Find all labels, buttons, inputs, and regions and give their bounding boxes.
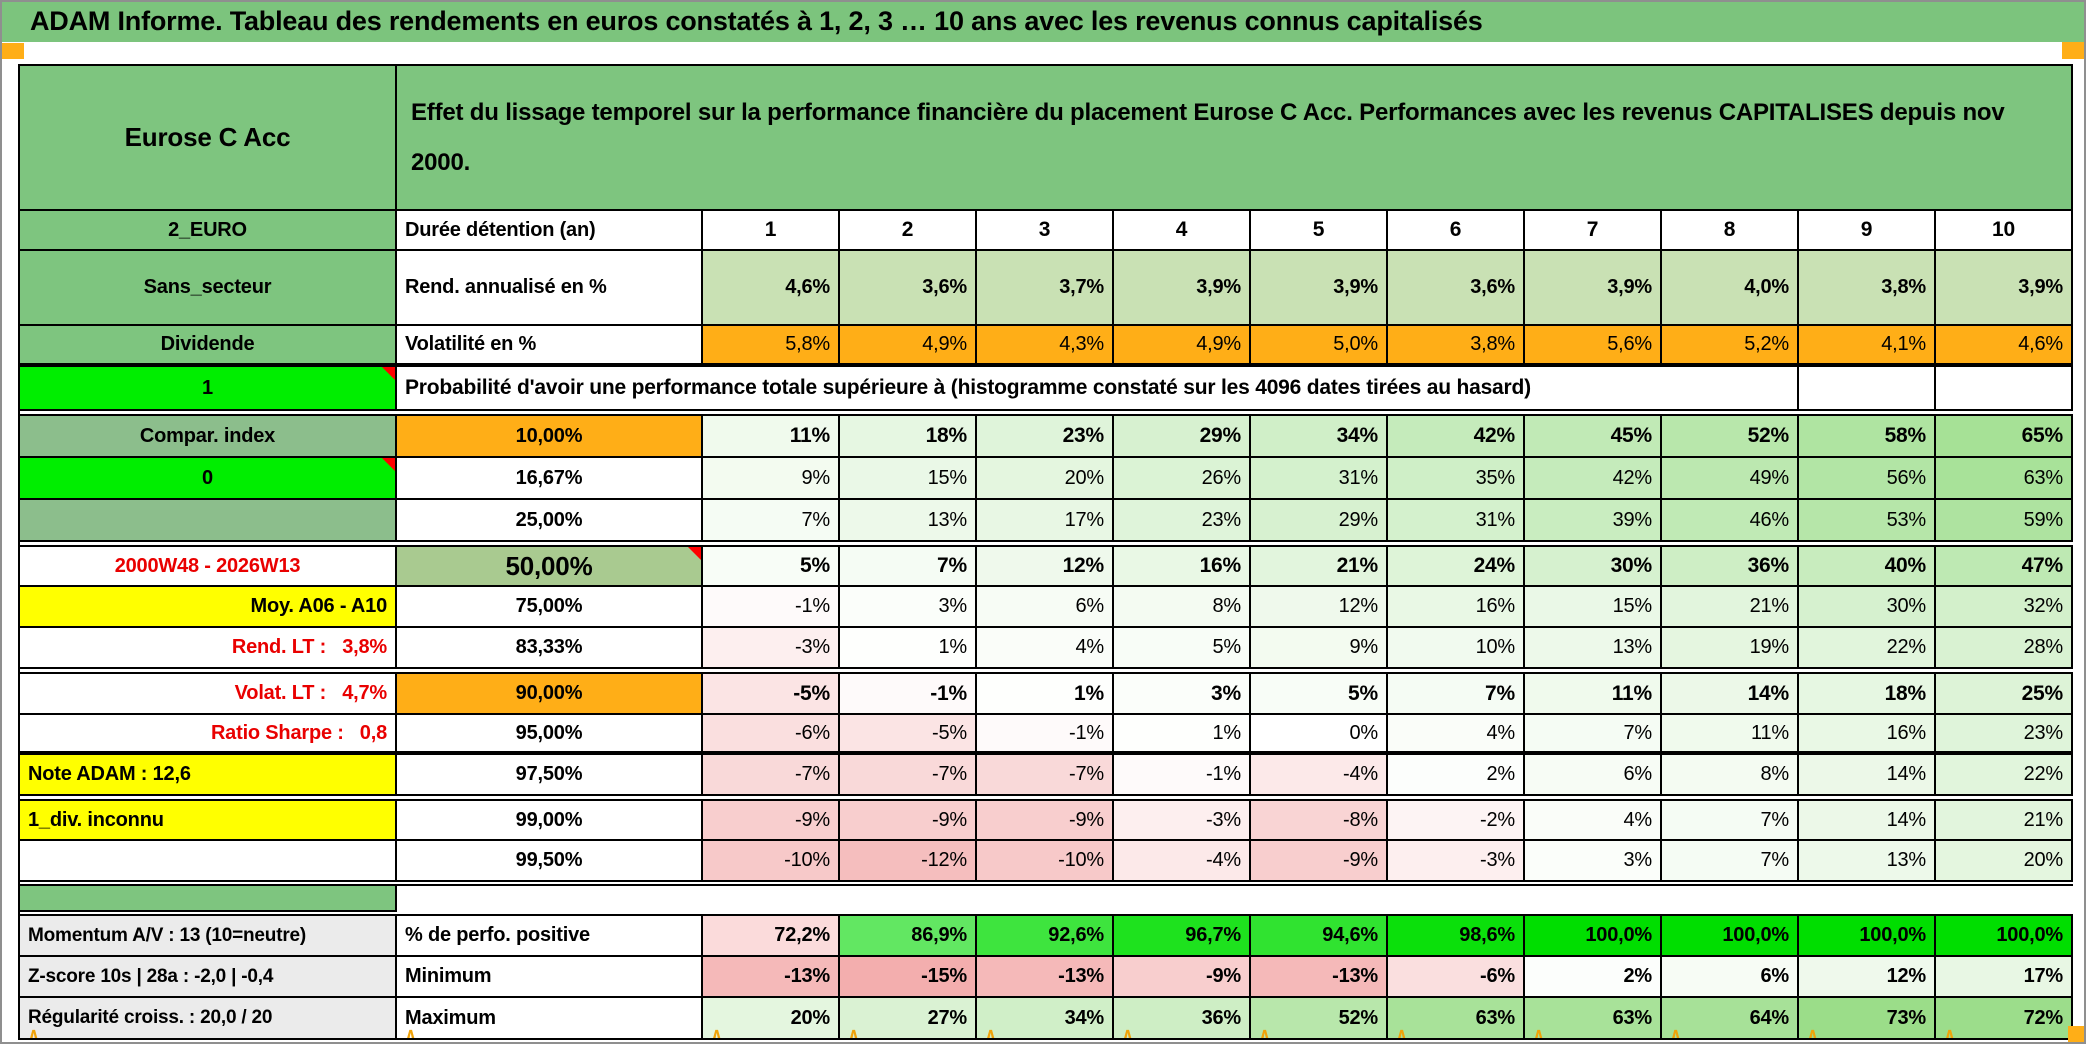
label-empty-white[interactable] — [20, 841, 397, 882]
cell-volat-9[interactable]: 4,1% — [1799, 326, 1936, 367]
duration-label-cell[interactable]: Durée détention (an) — [397, 211, 703, 251]
duration-year-6[interactable]: 6 — [1388, 211, 1525, 251]
percentile-label-2[interactable]: 25,00% — [397, 500, 703, 542]
cell-p1-8[interactable]: 49% — [1662, 458, 1799, 500]
cell-p0-1[interactable]: 11% — [703, 416, 840, 458]
cell-p10-3[interactable]: -10% — [977, 841, 1114, 882]
cell-rend-3[interactable]: 3,7% — [977, 251, 1114, 326]
minimum-label-cell[interactable]: Minimum — [397, 957, 703, 998]
cell-p9-4[interactable]: -3% — [1114, 801, 1251, 841]
label-compar-index[interactable]: Compar. index — [20, 416, 397, 458]
cell-min-8[interactable]: 6% — [1662, 957, 1799, 998]
cell-p2-3[interactable]: 17% — [977, 500, 1114, 542]
cell-p4-9[interactable]: 30% — [1799, 587, 1936, 628]
cell-p1-4[interactable]: 26% — [1114, 458, 1251, 500]
cell-min-10[interactable]: 17% — [1936, 957, 2073, 998]
cell-p1-7[interactable]: 42% — [1525, 458, 1662, 500]
cell-p8-10[interactable]: 22% — [1936, 755, 2073, 796]
cell-p3-7[interactable]: 30% — [1525, 547, 1662, 587]
cell-perfo-9[interactable]: 100,0% — [1799, 916, 1936, 957]
percentile-label-9[interactable]: 99,00% — [397, 801, 703, 841]
cell-volat-3[interactable]: 4,3% — [977, 326, 1114, 367]
cell-p7-3[interactable]: -1% — [977, 715, 1114, 755]
cell-p10-7[interactable]: 3% — [1525, 841, 1662, 882]
cell-p2-6[interactable]: 31% — [1388, 500, 1525, 542]
page-title: ADAM Informe. Tableau des rendements en euros constatés à 1, 2, 3 … 10 ans avec les revenus connus capitalisés — [0, 0, 2086, 42]
cell-p10-5[interactable]: -9% — [1251, 841, 1388, 882]
cell-p6-7[interactable]: 11% — [1525, 674, 1662, 715]
cell-p6-10[interactable]: 25% — [1936, 674, 2073, 715]
cell-p4-10[interactable]: 32% — [1936, 587, 2073, 628]
hidden-row-marker-icon: ∧ — [1670, 1026, 1682, 1040]
volat-label-cell[interactable]: Volatilité en % — [397, 326, 703, 367]
orange-square-top-right — [2062, 42, 2086, 59]
cell-p9-1[interactable]: -9% — [703, 801, 840, 841]
cell-p9-6[interactable]: -2% — [1388, 801, 1525, 841]
cell-perfo-5[interactable]: 94,6% — [1251, 916, 1388, 957]
hidden-row-marker-icon: ∧ — [405, 1026, 417, 1040]
cell-p8-5[interactable]: -4% — [1251, 755, 1388, 796]
cell-p4-2[interactable]: 3% — [840, 587, 977, 628]
cell-p4-7[interactable]: 15% — [1525, 587, 1662, 628]
cell-p3-3[interactable]: 12% — [977, 547, 1114, 587]
cell-p3-1[interactable]: 5% — [703, 547, 840, 587]
cell-p5-4[interactable]: 5% — [1114, 628, 1251, 669]
cell-min-9[interactable]: 12% — [1799, 957, 1936, 998]
cell-rend-5[interactable]: 3,9% — [1251, 251, 1388, 326]
cell-p10-9[interactable]: 13% — [1799, 841, 1936, 882]
cell-p5-10[interactable]: 28% — [1936, 628, 2073, 669]
label-regularite[interactable]: Régularité croiss. : 20,0 / 20 — [20, 998, 397, 1040]
cell-p9-7[interactable]: 4% — [1525, 801, 1662, 841]
cell-max-3[interactable]: 34% — [977, 998, 1114, 1040]
cell-p1-2[interactable]: 15% — [840, 458, 977, 500]
cell-p8-4[interactable]: -1% — [1114, 755, 1251, 796]
cell-p1-6[interactable]: 35% — [1388, 458, 1525, 500]
cell-max-9[interactable]: 73% — [1799, 998, 1936, 1040]
fund-description-cell[interactable]: Effet du lissage temporel sur la performance financière du placement Eurose C Acc. Performances avec les revenus CAPITALISES depuis nov 2000. — [397, 66, 2073, 211]
cell-rend-7[interactable]: 3,9% — [1525, 251, 1662, 326]
cell-p0-8[interactable]: 52% — [1662, 416, 1799, 458]
cell-p9-10[interactable]: 21% — [1936, 801, 2073, 841]
label-moyenne[interactable]: Moy. A06 - A10 — [20, 587, 397, 628]
cell-p10-1[interactable]: -10% — [703, 841, 840, 882]
cell-p2-8[interactable]: 46% — [1662, 500, 1799, 542]
hidden-row-marker-icon: ∧ — [28, 1026, 40, 1040]
cell-p7-4[interactable]: 1% — [1114, 715, 1251, 755]
cell-min-4[interactable]: -9% — [1114, 957, 1251, 998]
cell-p5-2[interactable]: 1% — [840, 628, 977, 669]
cell-p5-1[interactable]: -3% — [703, 628, 840, 669]
percentile-label-0[interactable]: 10,00% — [397, 416, 703, 458]
cell-p8-8[interactable]: 8% — [1662, 755, 1799, 796]
cell-max-8[interactable]: 64% — [1662, 998, 1799, 1040]
cell-p7-2[interactable]: -5% — [840, 715, 977, 755]
separator-green-cell — [20, 886, 397, 912]
cell-rend-4[interactable]: 3,9% — [1114, 251, 1251, 326]
cell-p10-2[interactable]: -12% — [840, 841, 977, 882]
cell-p3-2[interactable]: 7% — [840, 547, 977, 587]
cell-p2-1[interactable]: 7% — [703, 500, 840, 542]
cell-p0-3[interactable]: 23% — [977, 416, 1114, 458]
comment-indicator-icon — [382, 458, 395, 471]
hidden-row-marker-icon: ∧ — [1259, 1026, 1271, 1040]
hidden-row-marker-icon: ∧ — [1807, 1026, 1819, 1040]
cell-p6-3[interactable]: 1% — [977, 674, 1114, 715]
cell-p8-2[interactable]: -7% — [840, 755, 977, 796]
cell-p1-10[interactable]: 63% — [1936, 458, 2073, 500]
cell-p0-2[interactable]: 18% — [840, 416, 977, 458]
spreadsheet-table — [18, 64, 2073, 1040]
label-period[interactable]: 2000W48 - 2026W13 — [20, 547, 397, 587]
cell-p1-5[interactable]: 31% — [1251, 458, 1388, 500]
cell-rend-8[interactable]: 4,0% — [1662, 251, 1799, 326]
hidden-row-marker-icon: ∧ — [1944, 1026, 1956, 1040]
cell-max-4[interactable]: 36% — [1114, 998, 1251, 1040]
cell-min-3[interactable]: -13% — [977, 957, 1114, 998]
probability-title-cell[interactable]: Probabilité d'avoir une performance totale supérieure à (histogramme constaté sur les 4096 dates tirées au hasard) — [397, 367, 1799, 411]
cell-rend-1[interactable]: 4,6% — [703, 251, 840, 326]
duration-year-3[interactable]: 3 — [977, 211, 1114, 251]
cell-p3-4[interactable]: 16% — [1114, 547, 1251, 587]
dividend-label-cell[interactable]: Dividende — [20, 326, 397, 367]
cell-perfo-6[interactable]: 98,6% — [1388, 916, 1525, 957]
cell-empty[interactable] — [1936, 367, 2073, 411]
cell-p9-5[interactable]: -8% — [1251, 801, 1388, 841]
rend-label-cell[interactable]: Rend. annualisé en % — [397, 251, 703, 326]
cell-p1-1[interactable]: 9% — [703, 458, 840, 500]
cell-max-10[interactable]: 72% — [1936, 998, 2073, 1040]
cell-p5-9[interactable]: 22% — [1799, 628, 1936, 669]
cell-perfo-3[interactable]: 92,6% — [977, 916, 1114, 957]
cell-max-7[interactable]: 63% — [1525, 998, 1662, 1040]
cell-rend-10[interactable]: 3,9% — [1936, 251, 2073, 326]
cell-volat-1[interactable]: 5,8% — [703, 326, 840, 367]
maximum-label-cell[interactable]: Maximum — [397, 998, 703, 1040]
cell-volat-4[interactable]: 4,9% — [1114, 326, 1251, 367]
cell-perfo-7[interactable]: 100,0% — [1525, 916, 1662, 957]
cell-p4-3[interactable]: 6% — [977, 587, 1114, 628]
cell-p6-8[interactable]: 14% — [1662, 674, 1799, 715]
separator-filler — [397, 886, 2073, 912]
cell-rend-2[interactable]: 3,6% — [840, 251, 977, 326]
cell-max-6[interactable]: 63% — [1388, 998, 1525, 1040]
cell-p0-5[interactable]: 34% — [1251, 416, 1388, 458]
hidden-row-marker-icon: ∧ — [1396, 1026, 1408, 1040]
cell-p8-3[interactable]: -7% — [977, 755, 1114, 796]
cell-max-1[interactable]: 20% — [703, 998, 840, 1040]
hidden-row-marker-icon: ∧ — [1533, 1026, 1545, 1040]
cell-perfo-2[interactable]: 86,9% — [840, 916, 977, 957]
cell-p8-7[interactable]: 6% — [1525, 755, 1662, 796]
cell-p1-9[interactable]: 56% — [1799, 458, 1936, 500]
cell-p2-9[interactable]: 53% — [1799, 500, 1936, 542]
cell-p5-8[interactable]: 19% — [1662, 628, 1799, 669]
cell-p6-1[interactable]: -5% — [703, 674, 840, 715]
cell-p0-7[interactable]: 45% — [1525, 416, 1662, 458]
duration-year-1[interactable]: 1 — [703, 211, 840, 251]
cell-volat-2[interactable]: 4,9% — [840, 326, 977, 367]
percentile-label-5[interactable]: 83,33% — [397, 628, 703, 669]
hidden-row-marker-icon: ∧ — [1122, 1026, 1134, 1040]
hidden-row-marker-icon: ∧ — [711, 1026, 723, 1040]
cell-volat-5[interactable]: 5,0% — [1251, 326, 1388, 367]
cell-p2-4[interactable]: 23% — [1114, 500, 1251, 542]
cell-perfo-10[interactable]: 100,0% — [1936, 916, 2073, 957]
duration-year-4[interactable]: 4 — [1114, 211, 1251, 251]
perfo_positive-label-cell[interactable]: % de perfo. positive — [397, 916, 703, 957]
duration-year-7[interactable]: 7 — [1525, 211, 1662, 251]
cell-p0-9[interactable]: 58% — [1799, 416, 1936, 458]
hidden-row-marker-icon: ∧ — [848, 1026, 860, 1040]
percentile-label-10[interactable]: 99,50% — [397, 841, 703, 882]
cell-min-1[interactable]: -13% — [703, 957, 840, 998]
orange-square-bottom-right — [2068, 1026, 2086, 1042]
cell-p7-7[interactable]: 7% — [1525, 715, 1662, 755]
cell-p4-5[interactable]: 12% — [1251, 587, 1388, 628]
cell-p3-8[interactable]: 36% — [1662, 547, 1799, 587]
cell-perfo-4[interactable]: 96,7% — [1114, 916, 1251, 957]
cell-p10-4[interactable]: -4% — [1114, 841, 1251, 882]
cell-max-5[interactable]: 52% — [1251, 998, 1388, 1040]
duration-year-9[interactable]: 9 — [1799, 211, 1936, 251]
fund-name-cell[interactable]: Eurose C Acc — [20, 66, 397, 211]
hidden-row-marker-icon: ∧ — [985, 1026, 997, 1040]
duration-year-5[interactable]: 5 — [1251, 211, 1388, 251]
cell-p10-6[interactable]: -3% — [1388, 841, 1525, 882]
cell-p0-10[interactable]: 65% — [1936, 416, 2073, 458]
cell-p0-4[interactable]: 29% — [1114, 416, 1251, 458]
cell-p7-9[interactable]: 16% — [1799, 715, 1936, 755]
percentile-label-1[interactable]: 16,67% — [397, 458, 703, 500]
label-ratio-sharpe[interactable]: Ratio Sharpe : 0,8 — [20, 715, 397, 755]
cell-p0-6[interactable]: 42% — [1388, 416, 1525, 458]
cell-p9-2[interactable]: -9% — [840, 801, 977, 841]
cell-p8-6[interactable]: 2% — [1388, 755, 1525, 796]
cell-empty[interactable] — [1799, 367, 1936, 411]
cell-perfo-1[interactable]: 72,2% — [703, 916, 840, 957]
cell-volat-10[interactable]: 4,6% — [1936, 326, 2073, 367]
cell-p8-9[interactable]: 14% — [1799, 755, 1936, 796]
cell-max-2[interactable]: 27% — [840, 998, 977, 1040]
percentile-label-7[interactable]: 95,00% — [397, 715, 703, 755]
duration-year-2[interactable]: 2 — [840, 211, 977, 251]
cell-p2-5[interactable]: 29% — [1251, 500, 1388, 542]
orange-square-top-left — [2, 43, 24, 59]
label-volat-lt[interactable]: Volat. LT : 4,7% — [20, 674, 397, 715]
duration-year-8[interactable]: 8 — [1662, 211, 1799, 251]
cell-p4-4[interactable]: 8% — [1114, 587, 1251, 628]
cell-p7-6[interactable]: 4% — [1388, 715, 1525, 755]
cell-p9-8[interactable]: 7% — [1662, 801, 1799, 841]
cell-p2-2[interactable]: 13% — [840, 500, 977, 542]
cell-p5-6[interactable]: 10% — [1388, 628, 1525, 669]
cell-p6-9[interactable]: 18% — [1799, 674, 1936, 715]
cell-perfo-8[interactable]: 100,0% — [1662, 916, 1799, 957]
percentile-label-4[interactable]: 75,00% — [397, 587, 703, 628]
percentile-label-3[interactable]: 50,00% — [397, 547, 703, 587]
cell-p5-3[interactable]: 4% — [977, 628, 1114, 669]
cell-p1-3[interactable]: 20% — [977, 458, 1114, 500]
cell-p3-10[interactable]: 47% — [1936, 547, 2073, 587]
label-zscore[interactable]: Z-score 10s | 28a : -2,0 | -0,4 — [20, 957, 397, 998]
cell-p9-3[interactable]: -9% — [977, 801, 1114, 841]
percentile-label-8[interactable]: 97,50% — [397, 755, 703, 796]
cell-p7-5[interactable]: 0% — [1251, 715, 1388, 755]
cell-volat-8[interactable]: 5,2% — [1662, 326, 1799, 367]
cell-min-2[interactable]: -15% — [840, 957, 977, 998]
comment-indicator-icon — [688, 547, 701, 560]
cell-p7-8[interactable]: 11% — [1662, 715, 1799, 755]
cell-p6-2[interactable]: -1% — [840, 674, 977, 715]
cell-p7-10[interactable]: 23% — [1936, 715, 2073, 755]
fund-code-cell[interactable]: 2_EURO — [20, 211, 397, 251]
cell-p10-8[interactable]: 7% — [1662, 841, 1799, 882]
flag-one-cell[interactable]: 1 — [20, 367, 397, 411]
sector-label-cell[interactable]: Sans_secteur — [20, 251, 397, 326]
cell-p8-1[interactable]: -7% — [703, 755, 840, 796]
cell-volat-6[interactable]: 3,8% — [1388, 326, 1525, 367]
duration-year-10[interactable]: 10 — [1936, 211, 2073, 251]
cell-volat-7[interactable]: 5,6% — [1525, 326, 1662, 367]
cell-min-7[interactable]: 2% — [1525, 957, 1662, 998]
cell-p5-7[interactable]: 13% — [1525, 628, 1662, 669]
cell-min-6[interactable]: -6% — [1388, 957, 1525, 998]
cell-p2-10[interactable]: 59% — [1936, 500, 2073, 542]
cell-p6-5[interactable]: 5% — [1251, 674, 1388, 715]
cell-rend-9[interactable]: 3,8% — [1799, 251, 1936, 326]
cell-p3-6[interactable]: 24% — [1388, 547, 1525, 587]
label-rend-lt[interactable]: Rend. LT : 3,8% — [20, 628, 397, 669]
label-div-inconnu[interactable]: 1_div. inconnu — [20, 801, 397, 841]
label-momentum[interactable]: Momentum A/V : 13 (10=neutre) — [20, 916, 397, 957]
label-empty-green[interactable] — [20, 500, 397, 542]
percentile-label-6[interactable]: 90,00% — [397, 674, 703, 715]
cell-p3-5[interactable]: 21% — [1251, 547, 1388, 587]
cell-p6-6[interactable]: 7% — [1388, 674, 1525, 715]
label-note-adam[interactable]: Note ADAM : 12,6 — [20, 755, 397, 796]
cell-rend-6[interactable]: 3,6% — [1388, 251, 1525, 326]
cell-p5-5[interactable]: 9% — [1251, 628, 1388, 669]
cell-p6-4[interactable]: 3% — [1114, 674, 1251, 715]
cell-p10-10[interactable]: 20% — [1936, 841, 2073, 882]
cell-p7-1[interactable]: -6% — [703, 715, 840, 755]
cell-p2-7[interactable]: 39% — [1525, 500, 1662, 542]
label-flag-zero[interactable]: 0 — [20, 458, 397, 500]
cell-p9-9[interactable]: 14% — [1799, 801, 1936, 841]
cell-p4-6[interactable]: 16% — [1388, 587, 1525, 628]
comment-indicator-icon — [382, 367, 395, 380]
cell-p3-9[interactable]: 40% — [1799, 547, 1936, 587]
cell-min-5[interactable]: -13% — [1251, 957, 1388, 998]
cell-p4-8[interactable]: 21% — [1662, 587, 1799, 628]
cell-p4-1[interactable]: -1% — [703, 587, 840, 628]
